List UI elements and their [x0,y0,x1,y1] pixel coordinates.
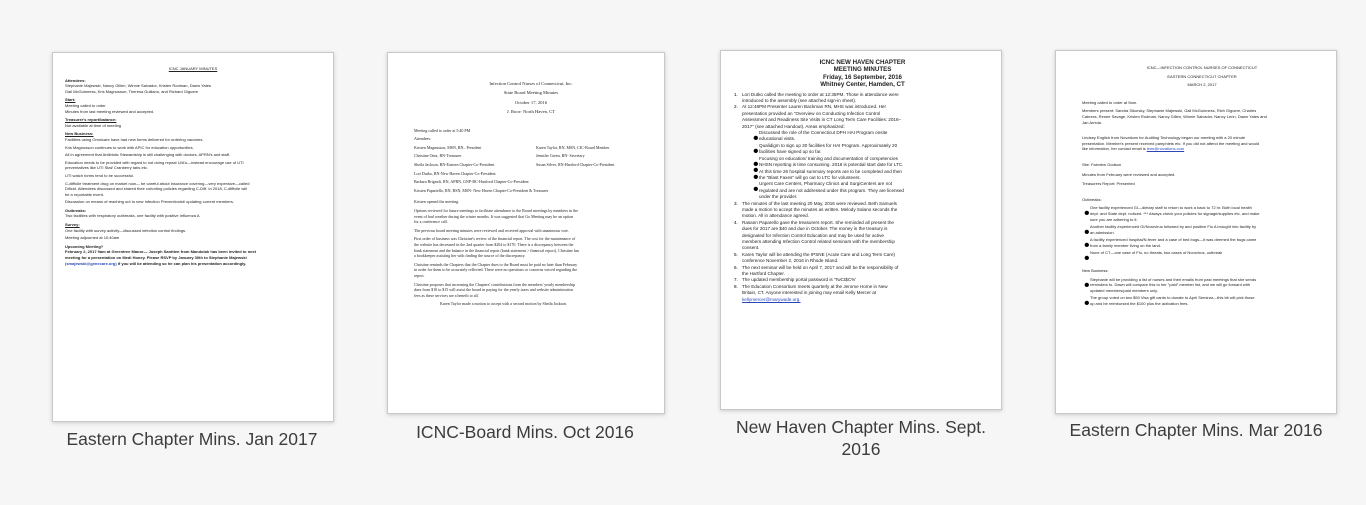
attendee: Jennifer Green, RN- Secretary [536,153,585,159]
doc-heading: Whitney Center, Hamden, CT [820,81,905,89]
doc-line: a bookkeeper assisting her with finding the source of the discrepancy. [414,253,526,259]
document-caption[interactable]: New Haven Chapter Mins. Sept. 2016 [736,417,986,459]
bullet-item [1082,277,1322,294]
doc-line: • At this time 26 hospital summary reports are to be completed and then [759,168,902,174]
item-number: 2. [734,104,738,110]
doc-line: regulated and are not addressed under this program. They are licensed [759,187,904,193]
doc-line: Options reviewed for future meetings to facilitate attendance to the Board meetings by members in the [414,207,579,213]
section-heading: New Business: [65,131,94,137]
bullet-item [1082,250,1322,256]
doc-line: Jan Arriola. [1082,119,1103,125]
doc-line: Stephanie Majewski, Nancy Gillen, Winnie Salvador, Kristen Rodman, Dawn Yates [65,83,211,89]
doc-line: facilities have signed up so far. [759,149,822,155]
doc-line: Christine reminds the Chapters that the Chapter dues to the Board must be paid no later than February [414,261,578,267]
section-heading: Upcoming Meeting? [65,243,104,249]
doc-line: Education needs to be provided with regard to not doing repeat U/A's—instead encourage use of UTI [65,159,244,165]
doc-org: Infection Control Nurses of Connecticut, Inc. [489,81,573,86]
item-number: 6. [734,264,738,270]
doc-line: • NHSN reporting is time consuming. 2018 is potential start date for LTC. [759,162,904,168]
attendee: Kristen Magnusson, MSN, RN– President [414,144,482,150]
document-caption[interactable]: Eastern Chapter Mins. Jan 2017 [66,429,318,449]
numbered-item [734,220,991,252]
bullet-item [1082,237,1322,248]
doc-line: First order of business was Christine's review of the financial report. The cost for the maintenance of [414,236,576,242]
doc-line: UTI watch forms tend to be successful. [65,172,134,178]
section-heading: Treasurer's report/balance: [65,117,117,123]
doc-line: members attending Infection Control related seminars with the membership [742,238,895,244]
doc-line: The updated membership portal password is 'TwCt$C%' [742,277,857,283]
attendee: Lori Dutko, RN-New Haven Chapter-Co-President [414,170,496,176]
attendee: Barbara Brignoli, RN, APRN, GNP-BC-Hartford Chapter-Co-President [414,179,529,185]
document-card-icnc-board-oct-2016[interactable] [387,52,665,442]
doc-line: from a family member living on the land. [1090,242,1161,248]
doc-line: for a conference call. [414,219,448,225]
doc-line-rest: if you will be attending so he can plan his presentation accordingly. [116,260,247,266]
doc-line: Cabrera, Renee Savage, Kristen Rodman, Nancy Gillen, Winnie Salvador, Nancy Lenn, Dawn Yates and [1082,113,1267,119]
doc-line: in order for them to be accurately reflected. There were no questions or concerns voiced regarding the [414,267,578,273]
doc-line: Kris Magnusson continues to work with APIC for education opportunities. [65,144,194,150]
doc-line: Gail McGuinness, Kris Magnusson, Theresa Guiliano, and Richard Giguere [65,88,199,94]
doc-line: Facilities using Omnicare have had new forms delivered for ordering vaccines. [65,136,204,142]
doc-line: presentation. Member's present received pamphlets etc. If you did not attend the meeting and would [1082,140,1260,146]
doc-line: All in agreement that Antibiotic Stewardship is still challenging with doctors, APRN's and staff. [65,152,230,158]
attendee: Kristen Papariello, RN, BSN, MSN- New Haven Chapter-Co-President & Treasurer [414,187,549,193]
item-number: 8. [734,283,738,289]
doc-heading: ICNC—INFECTION CONTROL NURSES OF CONNECTICUT [1146,65,1258,70]
doc-line: dept. and State dept. noticed. *** Always check your policies for signage/supplies etc. and make [1090,210,1260,216]
numbered-item [734,104,991,130]
document-thumbnail[interactable] [387,52,665,414]
email-link[interactable]: lenn@novations.com [1146,146,1185,152]
doc-line: February 2, 2017 9am at Greentree Manor— Joseph Santtien from Mandolah has been invited to next [65,249,256,255]
document-thumbnail[interactable] [1055,50,1337,414]
doc-line: Meeting adjourned at 10:40am [65,235,120,241]
document-caption[interactable]: Eastern Chapter Mins. Mar 2016 [1069,420,1323,440]
email-link[interactable]: (smajewski@genecare.org) [65,260,117,266]
doc-line: Attendees: [414,136,432,142]
document-thumbnail[interactable] [720,50,1002,410]
doc-line: the Hartford Chapter. [742,271,785,276]
doc-line: Not available at time of meeting [65,122,122,128]
document-page [53,53,333,421]
doc-line: conference November 2, 2016 in Rhode Island. [742,258,839,264]
bullet-list [734,130,991,200]
attendee: Susan Silver, RN-Hartford Chapter-Co-President [536,162,615,167]
section-heading: Attendees: [65,77,86,83]
doc-heading: ICNC NEW HAVEN CHAPTER [819,59,906,66]
doc-line: • A facility experienced hospital/N.fever and a case of bed bugs—it was deemed the bugs came [1090,237,1257,243]
numbered-item [734,284,991,297]
doc-line: designated for Infection Control Education and may be used for active [742,232,884,238]
doc-line: Discussion on means of reaching out to new Infection Preventionist/ updating current members. [65,199,234,205]
doc-line: an admission. [1090,229,1115,235]
document-caption[interactable]: ICNC-Board Mins. Oct 2016 [416,422,634,442]
doc-line: Lindsey English from Novations for Auditing Technology began our meeting with a 20 minute [1082,135,1246,141]
doc-title: State Board Meeting Minutes [503,90,559,96]
doc-line: Lori Dutko called the meeting to order at 12:35PM. Those in attendance were [742,91,899,97]
doc-line: dues for 2017 are $40 and due in October. The money in the treasury is [742,226,888,232]
doc-line: Assessment and Readiness Site Visits in CT Long Term Care Facilities: 2016– [742,117,902,123]
doc-heading: EASTERN CONNECTICUT CHAPTER [1167,73,1237,79]
section-heading: Start: [65,97,76,103]
doc-line: the website has decreased in the 2nd quarter from $204 to $170. There is a discrepancy between the [414,241,574,247]
attendee: Sheila Jackson, RN-Eastern Chapter-Co-President [414,162,495,167]
doc-line: Kristen opened the meeting. [414,199,460,205]
doc-line: updated members/paid members only. [1090,287,1158,293]
doc-date: October 17, 2016 [514,99,548,105]
doc-line: Rasann Paparello gave the treasurers report. She reminded all present the [742,219,894,225]
doc-line: report. [414,272,425,278]
doc-line: reminders to. Dawn will compare this to her "paid" member list, and we will go forward with [1090,282,1251,288]
doc-line: The minutes of the last meeting 20 May, 2016 were reviewed. Beth Samuels [742,200,897,206]
doc-line: Site: Fairview Godson [1082,161,1122,167]
doc-line: Christine proposes that increasing the Chapters' contributions from the members' yearly membership [414,281,576,287]
doc-title: ICNC JANUARY MINUTES [168,66,218,71]
doc-line: At 12:48PM Presenter Lauren Backman RN, MHS was introduced. Her [742,104,887,110]
document-page [388,53,664,413]
section-heading: Outbreaks: [65,207,87,213]
doc-line: Karen Taylor made a motion to accept with a second motion by Sheila Jackson. [440,301,568,307]
doc-line: be a reportable event. [65,191,104,197]
numbered-item [734,265,991,278]
section-heading: Outbreaks: [1082,196,1102,202]
item-number: 7. [734,277,738,283]
doc-line: under the provider. [759,194,798,200]
doc-line: Meeting called to order at 9am. [1082,99,1138,105]
doc-heading: MEETING MINUTES [833,66,892,74]
bullet-item [1082,224,1322,235]
doc-line: up and be reimbursed the $100 plus the activation fees. [1090,301,1189,307]
attendee-row [414,162,648,168]
numbered-item [734,201,991,220]
doc-line: motion. All in attendance agreed. [742,213,809,219]
bullet-item [751,130,991,143]
document-page [1056,51,1336,413]
document-card-new-haven-sept-2016[interactable] [720,50,1002,470]
doc-line: Meeting called to order at 5:40 PM [414,127,471,133]
bullet-item [751,181,991,200]
doc-line: The next seminar will be held on April 7, 2017 and will be the responsibility of [742,264,899,270]
doc-line: sure you are adhering to it. [1090,216,1138,222]
doc-line: dues from $10 to $15 will assist the board in paying for the yearly taxes and website administration [414,287,573,293]
attendee-row [414,153,648,159]
email-link[interactable]: kellymercer@marywade.org. [742,296,801,302]
bullet-item [751,143,991,156]
doc-line: the "Blast Faxes" will go out to LTC for volunteers. [759,174,861,180]
doc-line: • Urgent Care Centers, Pharmacy Clinics and SurgiCenters are not [759,181,893,187]
doc-line: One facility with survey activity—discussed infection control findings. [65,227,187,233]
attendee: Christine Oniz, RN-Treasurer [414,153,462,159]
item-number: 1. [734,91,738,97]
doc-line: • One facility experienced GI—dietary staff to return to work a back to 72 hr. Both local health [1090,205,1252,211]
bullet-item [1082,205,1322,222]
doc-line: introduced to the assembly (see attached sign-in sheet). [742,98,857,104]
doc-line: Treasurers Report: Presented [1082,181,1135,187]
doc-line: Karen Taylor will be attending the IPSNE (Acute Care and Long Term Care) [742,251,896,257]
doc-line: Minutes from last meeting reviewed and accepted. [65,108,155,114]
doc-line: The previous board meeting minutes were reviewed and received approval with unanimous vote. [414,227,569,233]
document-thumbnail[interactable] [52,52,334,422]
doc-line: • Stephanie will be providing a list of nurses and their emails from past meetings that she sends [1090,276,1257,282]
document-card-eastern-mar-2016[interactable] [1055,50,1337,470]
numbered-item [734,92,991,105]
doc-line-text: like information, her contact email is [1082,146,1146,152]
outbreak-list [1082,205,1322,258]
doc-heading: MARCH 2, 2017 [1187,82,1217,88]
item-number: 4. [734,219,738,225]
document-page [721,51,1001,409]
section-heading: Survey: [65,222,80,228]
doc-line: Dificid. Attendees discussed and shared their cohorting policies regarding C-Diff. In 2018, C-difficile will [65,186,247,192]
doc-line: preventatives like UTI Stat/ Cranberry tabs etc. [65,165,148,171]
document-card-eastern-jan-2017[interactable] [52,52,334,460]
doc-line: Two facilities with respiratory outbreaks, one facility with positive Influenza A [65,213,200,219]
doc-line: presentation provided an "Overview on Conducting Infection Control [742,110,881,116]
doc-heading: Friday, 16 September, 2016 [823,73,902,81]
doc-line: Minutes from February were reviewed and accepted. [1082,171,1176,177]
doc-line: Members present: Sandra Sikorsky, Stephanie Majewski, Gail McGuinness, Rich Giguere, Charles [1082,108,1257,114]
bullet-item [1082,295,1322,306]
doc-line: Britain, CT. Anyone interested in joining may email Kelly Mercer at [742,290,877,296]
doc-line: made a motion to accept the minutes as written. Melody Salano seconds the [742,206,898,212]
doc-line: • Discussed the role of the Connecticut DPH HAI Program onsite [759,130,888,136]
doc-line: 2017" (see attached Handout). Areas emphasized: [742,123,845,129]
attendee-row [414,145,648,151]
numbered-item [734,252,991,265]
doc-line: • Another facility experienced GI/Norovirus followed by and positive Flu A brought into facility by [1090,224,1257,230]
doc-line: consent. [742,245,760,251]
doc-line: bank statement and the balance in the financial report (bank statement > financial report), Christine has [414,247,580,253]
doc-line: Meeting called to order [65,102,106,108]
doc-line: event of bad weather during the winter months. It was suggested that Go Meeting may be an option [414,213,574,219]
new-business-list [1082,277,1322,309]
item-number: 3. [734,200,738,206]
bullet-item [751,169,991,182]
doc-place: J. Roos- North Haven, CT [506,109,556,115]
doc-line: • Focusing on education/ training and documentation of competencies [759,155,898,161]
doc-line [65,261,321,267]
attendee: Karen Taylor, RN, MSN, CIC-Board Member [536,144,610,150]
section-heading: New Business: [1082,268,1109,274]
doc-line: • The group voted on two $50 Visa gift cards to donate to April Seminar—this bit will pick those [1090,295,1255,301]
doc-line: The Education Consortium meets quarterly at the Jerome Home in New [742,283,888,289]
doc-line: C-difficile treatment drug on market now— be careful about insurance covering—very expensive—called [65,180,250,186]
doc-line: educational visits. [759,136,796,142]
doc-line: • Qualidigm to sign up 30 facilities for HAI Program. Approximately 20 [759,142,898,148]
minutes-list [734,92,991,303]
doc-line: meeting for a presentation on Medi Honey. Please RSVP by January 30th to Stephanie Majewski [65,255,247,261]
item-number: 5. [734,251,738,257]
doc-line: fees as these services are a benefit to all. [414,292,479,298]
doc-line: • None of CT—one case of Flu, no threats, two cases of Norovirus, outbreak [1090,250,1223,256]
